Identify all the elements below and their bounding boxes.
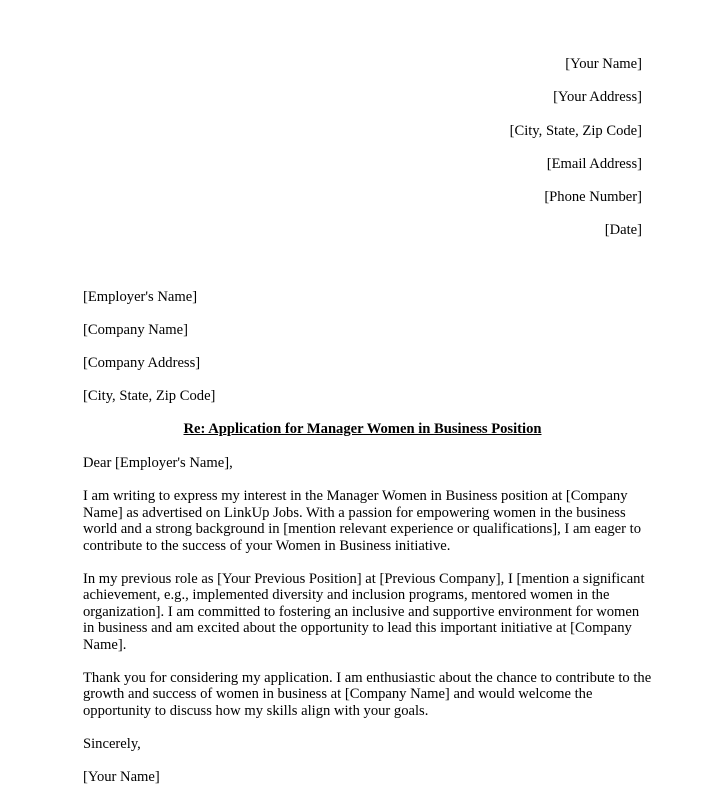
closing: Sincerely, [83,735,141,752]
letter-body [83,455,652,802]
paragraph-2 [83,571,645,654]
sender-name: [Your Name] [565,56,642,72]
paragraph-line: achievement, e.g., implemented diversity and inclusion programs, mentored women in the [83,587,610,603]
paragraph-line: world and a strong background in [mention relevant experience or qualifications], I am eager to [83,521,642,537]
sender-date: [Date] [604,222,642,239]
paragraph-line: Thank you for considering my application. I am enthusiastic about the chance to contribute to the [83,669,652,686]
paragraph-line: organization]. I am committed to fostering an inclusive and supportive environment for women [83,603,640,620]
sender-email: [Email Address] [546,155,642,172]
paragraph-line: in business and am excited about the opportunity to lead this important initiative at [Company [83,620,632,636]
subject-line: Re: Application for Manager Women in Business Position [183,421,542,437]
recipient-block [83,289,215,421]
paragraph-line: Name] as advertised on LinkUp Jobs. With a passion for empowering women in the business [83,504,626,521]
paragraph-line: I am writing to express my interest in the Manager Women in Business position at [Company [83,488,628,504]
signature: [Your Name] [83,768,160,785]
sender-city: [City, State, Zip Code] [509,122,642,139]
recipient-company-address: [Company Address] [83,355,201,372]
sender-address: [Your Address] [553,89,642,106]
recipient-employer-name: [Employer's Name] [83,289,198,305]
sender-block [510,56,642,256]
paragraph-3 [83,669,652,720]
paragraph-line: Name]. [83,636,127,653]
recipient-city: [City, State, Zip Code] [83,388,216,405]
paragraph-line: contribute to the success of your Women in Business initiative. [83,537,451,554]
paragraph-line: opportunity to discuss how my skills align with your goals. [83,702,429,719]
paragraph-line: In my previous role as [Your Previous Position] at [Previous Company], I [mention a significant [83,570,645,587]
paragraph-1 [83,488,645,554]
paragraph-line: growth and success of women in business at [Company Name] and would welcome the [83,686,593,702]
recipient-company-name: [Company Name] [83,322,188,339]
salutation: Dear [Employer's Name], [83,455,233,471]
sender-phone: [Phone Number] [544,189,642,206]
